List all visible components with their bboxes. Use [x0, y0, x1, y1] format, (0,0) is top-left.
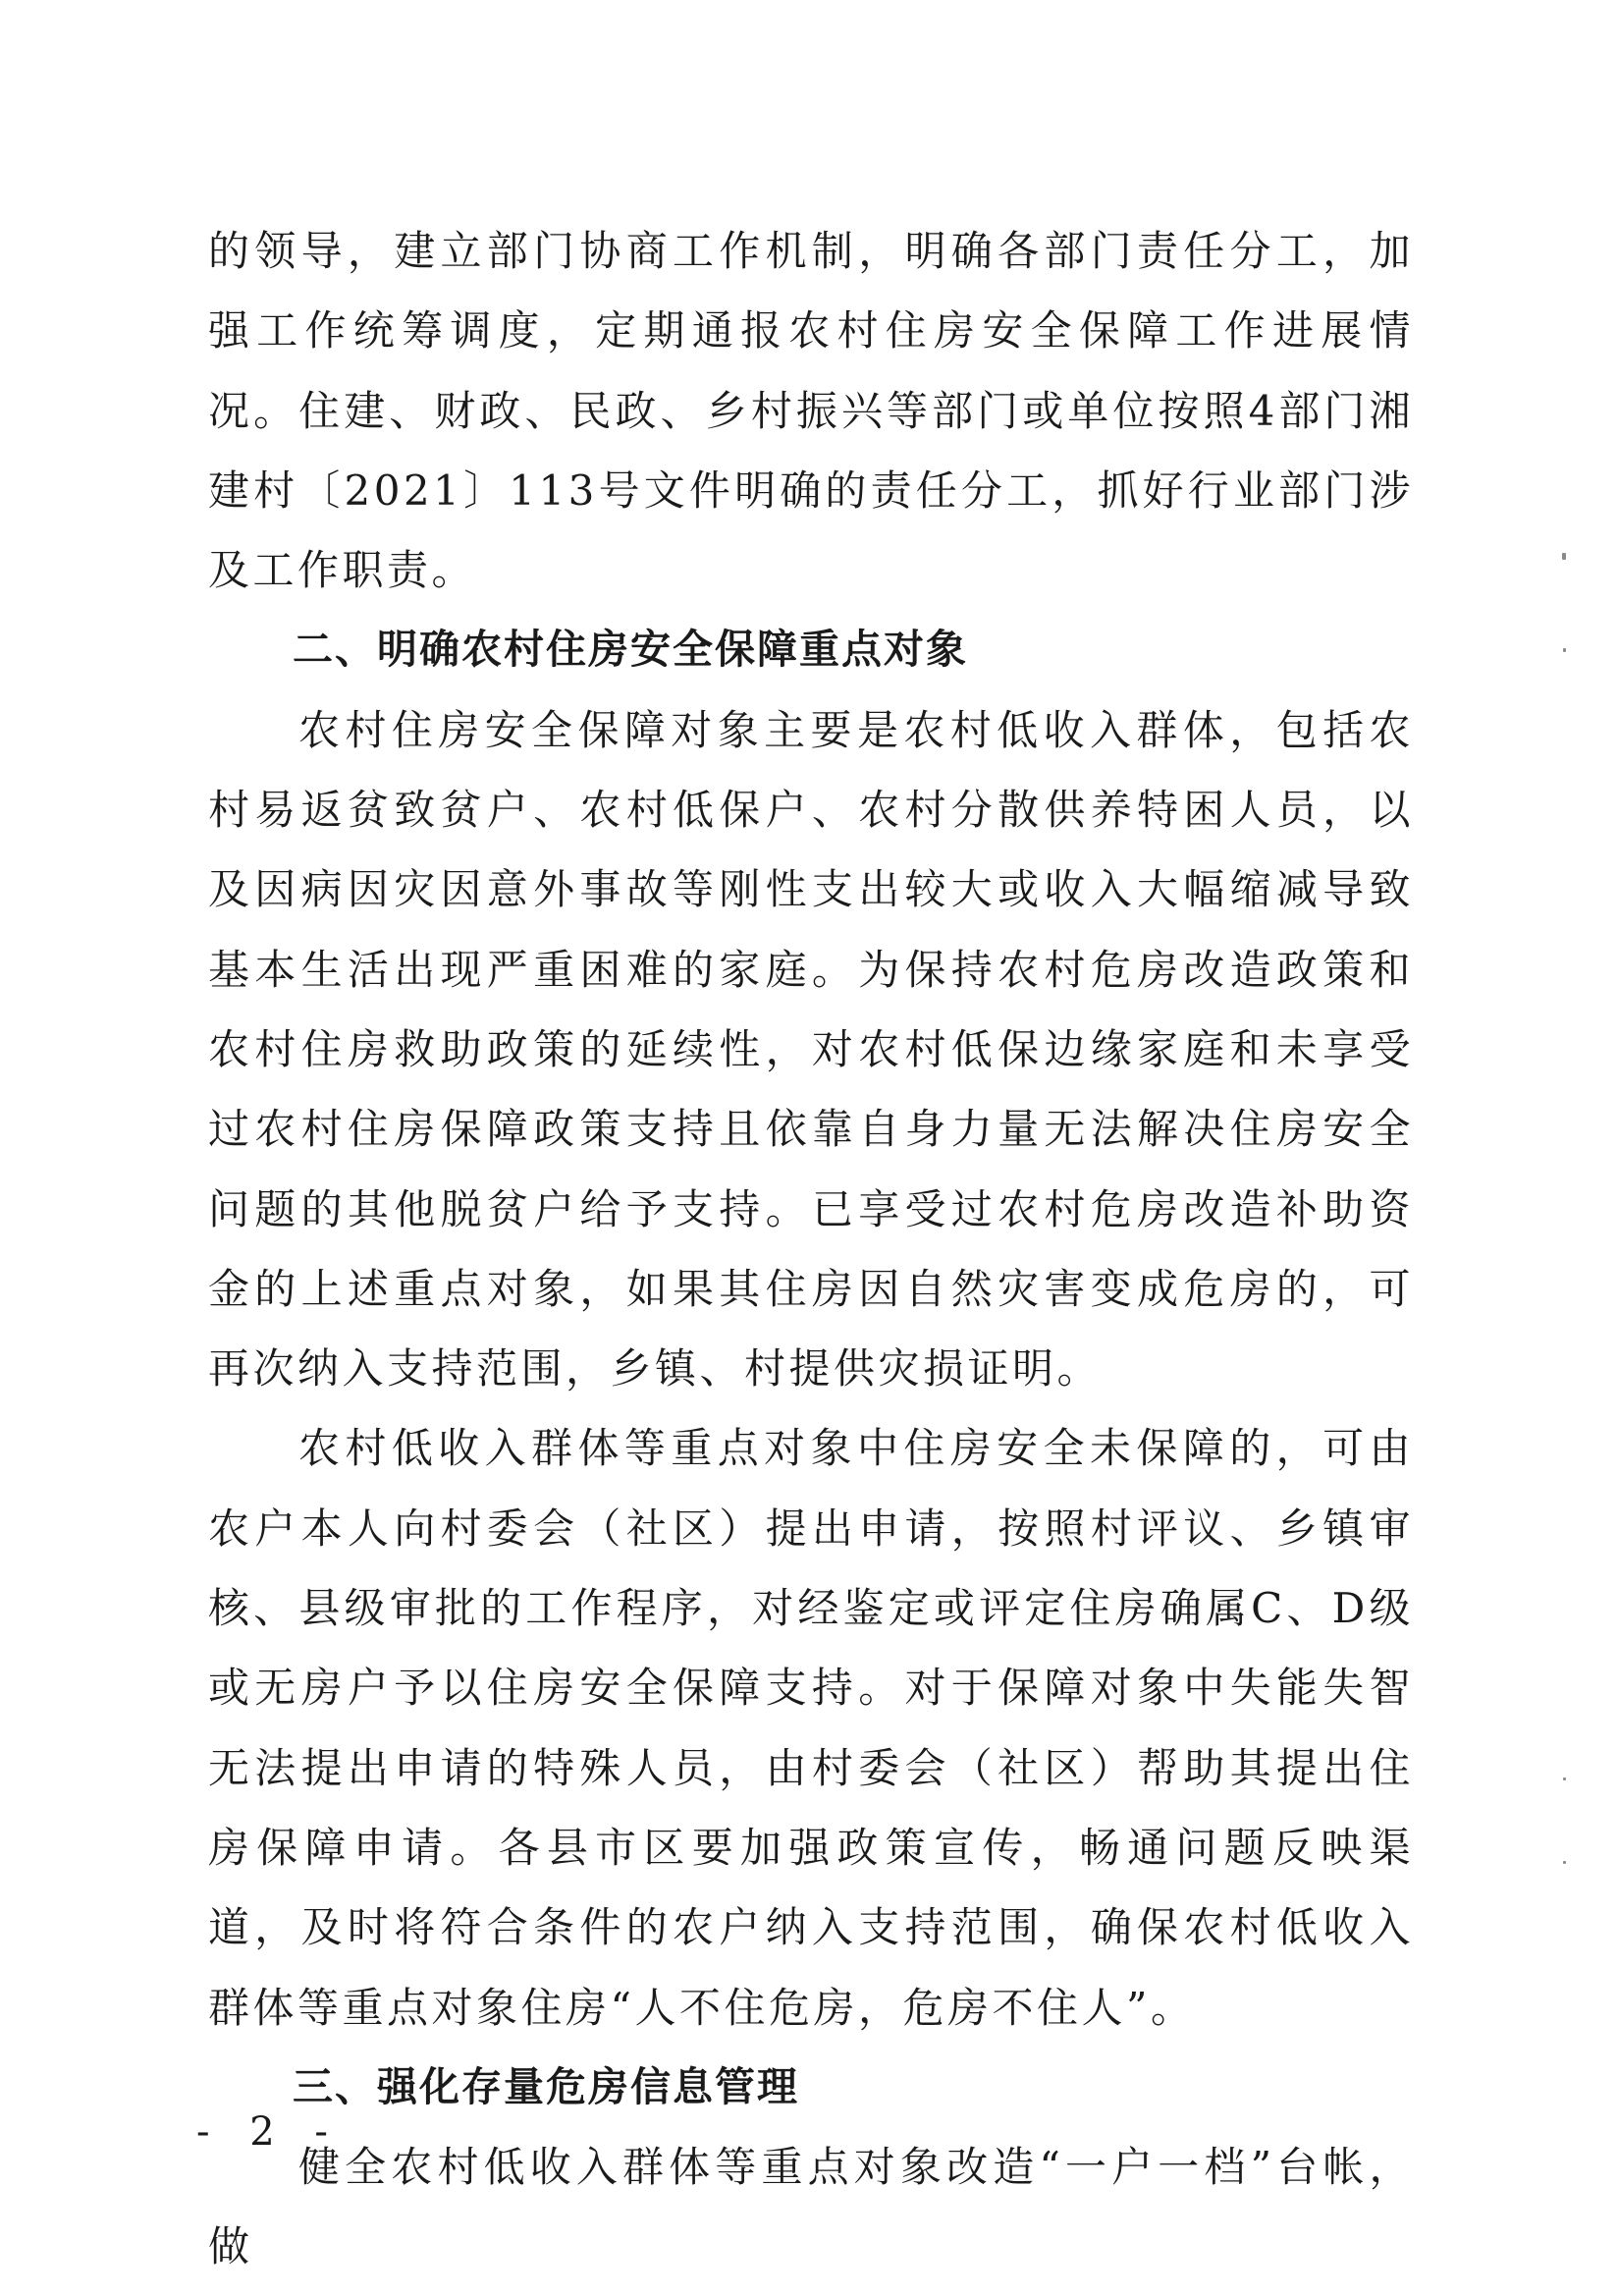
- scan-speck: [1563, 648, 1566, 652]
- paragraph-key-targets: 农村住房安全保障对象主要是农村低收入群体，包括农村易返贫致贫户、农村低保户、农村分散供养特困人员，以及因病因灾因意外事故等刚性支出较大或收入大幅缩减导致基本生活出现严重困难的家庭。为保持农村危房改造政策和农村住房救助政策的延续性，对农村低保边缘家庭和未享受过农村住房保障政策支持且依靠自身力量无法解决住房安全问题的其他脱贫户给予支持。已享受过农村危房改造补助资金的上述重点对象，如果其住房因自然灾害变成危房的，可再次纳入支持范围，乡镇、村提供灾损证明。: [208, 705, 1414, 1394]
- scan-speck: [1563, 1777, 1566, 1780]
- section-heading-3: 三、强化存量危房信息管理: [293, 2062, 799, 2110]
- section-heading-2: 二、明确农村住房安全保障重点对象: [293, 626, 968, 674]
- paragraph-archive-ledger: 健全农村低收入群体等重点对象改造“一户一档”台帐，做: [208, 2143, 1414, 2271]
- paragraph-department-duties: 的领导，建立部门协商工作机制，明确各部门责任分工，加强工作统筹调度，定期通报农村住房安全保障工作进展情况。住建、财政、民政、乡村振兴等部门或单位按照4部门湘建村〔2021〕113号文件明确的责任分工，抓好行业部门涉及工作职责。: [208, 227, 1414, 595]
- document-body: [208, 211, 1414, 2287]
- scan-speck: [1563, 1861, 1566, 1864]
- paragraph-application-process: 农村低收入群体等重点对象中住房安全未保障的，可由农户本人向村委会（社区）提出申请，按照村评议、乡镇审核、县级审批的工作程序，对经鉴定或评定住房确属C、D级或无房户予以住房安全保障支持。对于保障对象中失能失智无法提出申请的特殊人员，由村委会（社区）帮助其提出住房保障申请。各县市区要加强政策宣传，畅通问题反映渠道，及时将符合条件的农户纳入支持范围，确保农村低收入群体等重点对象住房“人不住危房，危房不住人”。: [208, 1424, 1414, 2032]
- page-number: - 2 -: [196, 2109, 342, 2155]
- scan-speck: [1562, 553, 1566, 560]
